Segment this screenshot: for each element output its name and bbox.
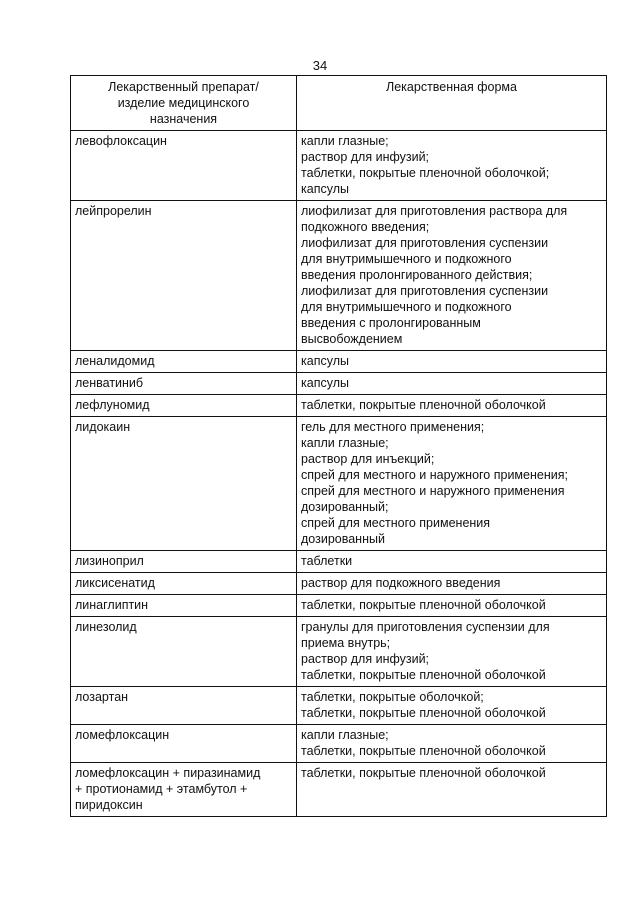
drug-name-cell [71, 373, 297, 395]
dosage-form-line: дозированный; [301, 500, 389, 514]
dosage-form-line: таблетки [301, 554, 353, 568]
dosage-form-line: высвобождением [301, 332, 403, 346]
table-row [71, 351, 607, 373]
dosage-form-line: таблетки, покрытые пленочной оболочкой [301, 668, 546, 682]
drug-forms-table [70, 75, 607, 817]
drug-name: пиридоксин [75, 798, 143, 812]
drug-name: лизиноприл [75, 554, 144, 568]
dosage-form-line: введения пролонгированного действия; [301, 268, 533, 282]
dosage-form-line: введения с пролонгированным [301, 316, 481, 330]
table-row [71, 373, 607, 395]
drug-name-cell [71, 763, 297, 817]
dosage-form-line: спрей для местного применения [301, 516, 491, 530]
drug-name: + протионамид + этамбутол + [75, 782, 248, 796]
dosage-form-line: для внутримышечного и подкожного [301, 300, 512, 314]
drug-name-cell [71, 417, 297, 551]
dosage-form-line: таблетки, покрытые пленочной оболочкой [301, 398, 546, 412]
header-form: Лекарственная форма [297, 76, 607, 131]
table-row [71, 617, 607, 687]
drug-name: лейпрорелин [75, 204, 152, 218]
dosage-form-cell [297, 351, 607, 373]
drug-name-cell [71, 201, 297, 351]
drug-name: ленватиниб [75, 376, 144, 390]
drug-name: леналидомид [75, 354, 155, 368]
dosage-form-line: капли глазные; [301, 728, 389, 742]
header-drug [71, 76, 297, 131]
dosage-form-line: таблетки, покрытые пленочной оболочкой [301, 598, 546, 612]
table-row [71, 687, 607, 725]
dosage-form-cell [297, 573, 607, 595]
dosage-form-line: лиофилизат для приготовления суспензии [301, 284, 549, 298]
header-drug-lines [75, 79, 292, 127]
drug-name-cell [71, 617, 297, 687]
dosage-form-cell [297, 725, 607, 763]
dosage-form-cell [297, 551, 607, 573]
dosage-form-line: таблетки, покрытые пленочной оболочкой; [301, 166, 550, 180]
dosage-form-cell [297, 617, 607, 687]
drug-name: лозартан [75, 690, 129, 704]
drug-name-cell [71, 551, 297, 573]
dosage-form-line: раствор для инфузий; [301, 652, 430, 666]
dosage-form-line: гель для местного применения; [301, 420, 485, 434]
header-drug-line: назначения [149, 112, 218, 126]
header-drug-line: изделие медицинского [117, 96, 250, 110]
drug-name: линаглиптин [75, 598, 149, 612]
dosage-form-line: дозированный [301, 532, 385, 546]
dosage-form-line: капли глазные; [301, 436, 389, 450]
table-row [71, 417, 607, 551]
dosage-form-line: лиофилизат для приготовления раствора для [301, 204, 568, 218]
dosage-form-line: таблетки, покрытые пленочной оболочкой [301, 766, 546, 780]
drug-name: лидокаин [75, 420, 131, 434]
dosage-form-cell [297, 417, 607, 551]
dosage-form-line: подкожного введения; [301, 220, 430, 234]
dosage-form-line: капли глазные; [301, 134, 389, 148]
dosage-form-line: таблетки, покрытые пленочной оболочкой [301, 706, 546, 720]
dosage-form-line: капсулы [301, 182, 349, 196]
drug-name: левофлоксацин [75, 134, 167, 148]
dosage-form-line: лиофилизат для приготовления суспензии [301, 236, 549, 250]
dosage-form-line: капсулы [301, 376, 349, 390]
dosage-form-cell [297, 201, 607, 351]
drug-name-cell [71, 131, 297, 201]
table-row [71, 725, 607, 763]
table-row [71, 573, 607, 595]
dosage-form-cell [297, 395, 607, 417]
dosage-form-line: раствор для инфузий; [301, 150, 430, 164]
dosage-form-cell [297, 687, 607, 725]
dosage-form-line: гранулы для приготовления суспензии для [301, 620, 550, 634]
drug-name-cell [71, 573, 297, 595]
drug-name-cell [71, 725, 297, 763]
drug-name: ломефлоксацин + пиразинамид [75, 766, 261, 780]
dosage-form-line: раствор для подкожного введения [301, 576, 501, 590]
table-header-row [71, 76, 607, 131]
table-row [71, 395, 607, 417]
table-row [71, 131, 607, 201]
dosage-form-cell [297, 763, 607, 817]
drug-name-cell [71, 395, 297, 417]
drug-name-cell [71, 595, 297, 617]
drug-name-cell [71, 351, 297, 373]
table-row [71, 201, 607, 351]
dosage-form-cell [297, 131, 607, 201]
dosage-form-line: таблетки, покрытые пленочной оболочкой [301, 744, 546, 758]
drug-name: ликсисенатид [75, 576, 155, 590]
dosage-form-line: спрей для местного и наружного применения; [301, 468, 568, 482]
table-row [71, 595, 607, 617]
dosage-form-line: приема внутрь; [301, 636, 391, 650]
table-row [71, 763, 607, 817]
dosage-form-line: для внутримышечного и подкожного [301, 252, 512, 266]
table-body [71, 131, 607, 817]
dosage-form-line: раствор для инъекций; [301, 452, 435, 466]
table-row [71, 551, 607, 573]
dosage-form-line: спрей для местного и наружного применения [301, 484, 565, 498]
header-drug-line: Лекарственный препарат/ [108, 80, 259, 94]
drug-name: лефлуномид [75, 398, 150, 412]
drug-name: ломефлоксацин [75, 728, 170, 742]
drug-name-cell [71, 687, 297, 725]
dosage-form-line: капсулы [301, 354, 349, 368]
page-number: 34 [312, 58, 328, 73]
dosage-form-cell [297, 595, 607, 617]
dosage-form-cell [297, 373, 607, 395]
dosage-form-line: таблетки, покрытые оболочкой; [301, 690, 484, 704]
drug-name: линезолид [75, 620, 137, 634]
